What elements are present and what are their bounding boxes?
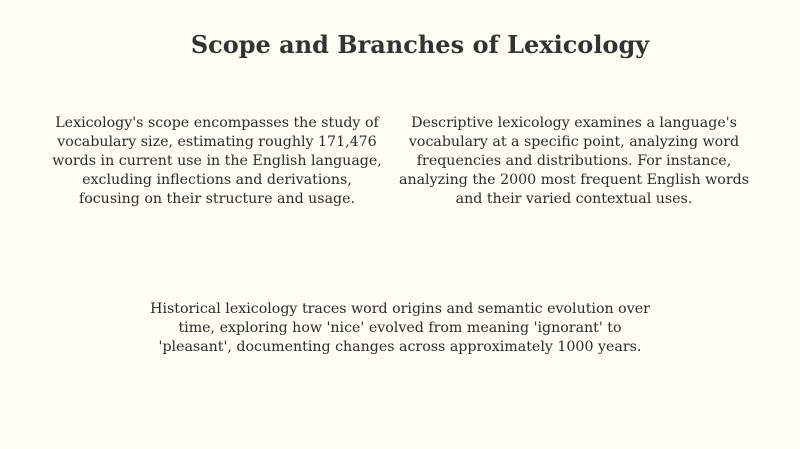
- historical-lexicology-paragraph: Historical lexicology traces word origins and semantic evolution over time, exploring how 'nice' evolved from meaning 'ignorant' to 'pleasant', documenting changes across approximately 1000 years.: [150, 301, 650, 355]
- descriptive-lexicology-paragraph: Descriptive lexicology examines a language's vocabulary at a specific point, analyzing word frequencies and distributions. For instance, analyzing the 2000 most frequent English words and their varied contextual uses.: [399, 115, 749, 207]
- slide-title: Scope and Branches of Lexicology: [190, 30, 650, 59]
- scope-paragraph: Lexicology's scope encompasses the study of vocabulary size, estimating roughly 171,476 words in current use in the English language, excluding inflections and derivations, focusing on their structure and usage.: [52, 115, 382, 207]
